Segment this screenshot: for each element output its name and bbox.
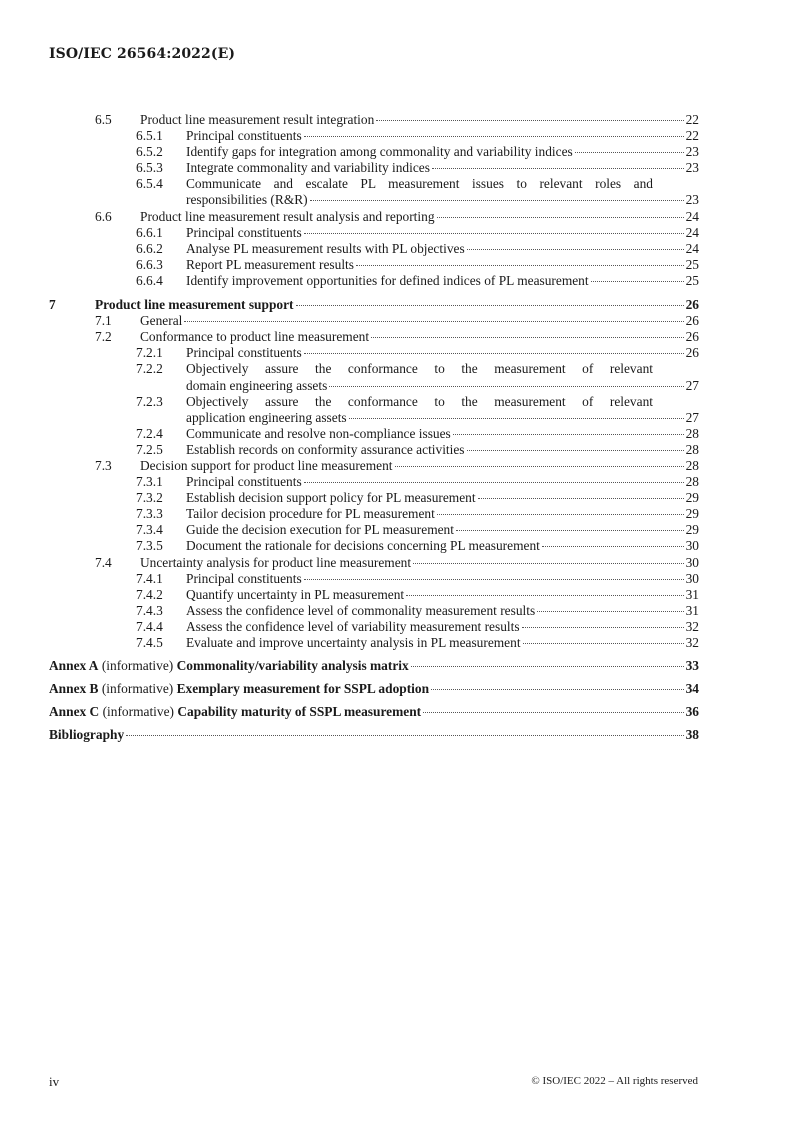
toc-entry-number: 6.6.4 xyxy=(136,272,163,288)
dot-leader xyxy=(522,627,684,628)
toc-entry-line xyxy=(186,225,699,241)
toc-entry-number: 7.3.4 xyxy=(136,522,163,538)
toc-entry-title: Analyse PL measurement results with PL objectives xyxy=(186,240,465,256)
dot-leader xyxy=(329,386,683,387)
toc-entry[interactable] xyxy=(49,329,699,345)
dot-leader xyxy=(304,353,684,354)
toc-entry-line xyxy=(140,458,699,474)
dot-leader xyxy=(467,450,684,451)
toc-entry-line xyxy=(95,297,699,313)
toc-entry-number: 7.2.1 xyxy=(136,345,163,361)
toc-entry-line xyxy=(140,329,699,345)
toc-entry[interactable] xyxy=(49,603,699,619)
toc-entry-line xyxy=(186,426,699,442)
toc-entry-page: 24 xyxy=(685,240,699,256)
dot-leader xyxy=(413,563,684,564)
toc-entry-page: 26 xyxy=(685,329,699,345)
bibliography-page: 38 xyxy=(685,727,699,743)
toc-entry-title: Report PL measurement results xyxy=(186,256,354,272)
document-id-header: ISO/IEC 26564:2022(E) xyxy=(49,46,236,62)
toc-entry-number: 7.2.3 xyxy=(136,393,163,409)
toc-entry-title-line1: Communicate and escalate PL measurement issues to relevant roles and xyxy=(186,176,653,192)
toc-entry-number: 6.6 xyxy=(95,208,112,224)
dot-leader xyxy=(349,418,684,419)
toc-annex-entry[interactable] xyxy=(49,658,699,674)
toc-entry[interactable] xyxy=(49,345,699,361)
toc-entry[interactable] xyxy=(49,635,699,651)
toc-entry[interactable] xyxy=(49,587,699,603)
toc-entry-title: Principal constituents xyxy=(186,345,302,361)
annex-title: Commonality/variability analysis matrix xyxy=(176,658,409,674)
annex-page: 33 xyxy=(685,658,699,674)
toc-entry-page: 30 xyxy=(685,554,699,570)
toc-entry-title: Product line measurement result integration xyxy=(140,112,375,127)
toc-entry[interactable] xyxy=(49,257,699,273)
toc-entry-number: 6.6.1 xyxy=(136,224,163,240)
toc-entry-number: 7.4.4 xyxy=(136,618,163,634)
toc-entry-title: Principal constituents xyxy=(186,224,302,240)
toc-entry-line xyxy=(140,209,699,225)
toc-entry-title: domain engineering assets xyxy=(186,377,328,393)
toc-entry[interactable] xyxy=(49,522,699,538)
dot-leader xyxy=(411,666,684,667)
toc-entry-number: 7.2.4 xyxy=(136,425,163,441)
toc-entry-page: 27 xyxy=(685,377,699,393)
toc-entry-page: 23 xyxy=(685,160,699,176)
dot-leader xyxy=(184,321,683,322)
toc-entry-number: 6.6.3 xyxy=(136,256,163,272)
footer-page-number: iv xyxy=(49,1074,60,1089)
toc-entry-number: 7.4.3 xyxy=(136,602,163,618)
toc-entry[interactable] xyxy=(49,273,699,289)
toc-entry-line xyxy=(186,128,699,144)
toc-entry[interactable] xyxy=(49,361,699,393)
toc-entry-line xyxy=(186,635,699,651)
toc-entry-title: Quantify uncertainty in PL measurement xyxy=(186,586,405,602)
toc-entry-page: 28 xyxy=(685,457,699,473)
toc-entry-page: 28 xyxy=(685,441,699,457)
toc-entry-title: Tailor decision procedure for PL measurement xyxy=(186,506,435,522)
toc-entry-line xyxy=(186,410,699,426)
toc-entry-page: 31 xyxy=(685,602,699,618)
toc-entry-number: 7.4.1 xyxy=(136,570,163,586)
toc-entry-line xyxy=(49,658,699,674)
toc-entry-number: 6.5.3 xyxy=(136,160,163,176)
toc-entry-number: 7 xyxy=(49,297,56,313)
toc-entry-title: Conformance to product line measurement xyxy=(140,329,370,345)
toc-entry[interactable] xyxy=(49,426,699,442)
toc-entry-title: Establish records on conformity assurance activities xyxy=(186,441,465,457)
dot-leader xyxy=(542,546,684,547)
toc-entry-line xyxy=(186,378,699,394)
toc-entry-line xyxy=(186,241,699,257)
toc-entry-title: Product line measurement result analysis and reporting xyxy=(140,208,435,224)
toc-entry[interactable] xyxy=(49,555,699,571)
toc-entry-line xyxy=(186,506,699,522)
toc-entry-title: Identify gaps for integration among commonality and variability indices xyxy=(186,144,573,160)
toc-entry-number: 7.3.2 xyxy=(136,490,163,506)
toc-entry-title: Integrate commonality and variability indices xyxy=(186,160,430,176)
dot-leader xyxy=(423,712,684,713)
annex-title: Exemplary measurement for SSPL adoption xyxy=(176,681,430,697)
dot-leader xyxy=(575,152,684,153)
dot-leader xyxy=(437,217,684,218)
dot-leader xyxy=(304,482,684,483)
toc-entry-title: Evaluate and improve uncertainty analysis in PL measurement xyxy=(186,635,521,650)
toc-entry-line xyxy=(186,522,699,538)
toc-entry-number: 6.6.2 xyxy=(136,240,163,256)
toc-entry-title: Product line measurement support xyxy=(95,297,294,313)
toc-entry-title-line1: Objectively assure the conformance to the measurement of relevant xyxy=(186,361,653,377)
toc-entry-page: 29 xyxy=(685,522,699,538)
toc-entry[interactable] xyxy=(49,474,699,490)
toc-entry-title: Principal constituents xyxy=(186,474,302,490)
toc-entry-page: 28 xyxy=(685,425,699,441)
toc-entry-line xyxy=(186,345,699,361)
dot-leader xyxy=(304,579,684,580)
dot-leader xyxy=(478,498,684,499)
toc-entry-number: 7.4 xyxy=(95,554,112,570)
toc-entry-page: 24 xyxy=(685,208,699,224)
toc-annex-entry[interactable] xyxy=(49,704,699,720)
toc-entry[interactable] xyxy=(49,144,699,160)
dot-leader xyxy=(376,120,683,121)
annex-title: Capability maturity of SSPL measurement xyxy=(177,704,422,720)
toc-entry-title: Document the rationale for decisions concerning PL measurement xyxy=(186,538,540,554)
toc-entry-page: 23 xyxy=(685,192,699,208)
annex-label: Annex A xyxy=(49,658,99,674)
annex-page: 34 xyxy=(685,681,699,697)
toc-entry-line xyxy=(186,144,699,160)
dot-leader xyxy=(395,466,684,467)
toc-entry-line xyxy=(140,112,699,128)
footer-copyright: © ISO/IEC 2022 – All rights reserved xyxy=(531,1075,698,1087)
toc-entry-number: 7.4.5 xyxy=(136,635,163,650)
toc-entry[interactable] xyxy=(49,112,699,128)
annex-label: Annex B xyxy=(49,681,99,697)
toc-entry[interactable] xyxy=(49,297,699,313)
dot-leader xyxy=(523,643,684,644)
toc-entry-number: 7.2.5 xyxy=(136,441,163,457)
toc-entry-page: 29 xyxy=(685,490,699,506)
toc-entry-page: 26 xyxy=(685,345,699,361)
toc-bibliography-entry[interactable] xyxy=(49,727,699,743)
annex-page: 36 xyxy=(685,704,699,720)
toc-entry-number: 7.1 xyxy=(95,313,112,329)
toc-entry-number: 7.3 xyxy=(95,457,112,473)
toc-entry-title: Principal constituents xyxy=(186,128,302,144)
toc-entry-title: Principal constituents xyxy=(186,570,302,586)
toc-entry-number: 6.5.1 xyxy=(136,128,163,144)
annex-qualifier: (informative) xyxy=(101,658,174,674)
toc-entry-line xyxy=(49,727,699,743)
toc-entry-line xyxy=(186,587,699,603)
dot-leader xyxy=(371,337,684,338)
toc-annex-entry[interactable] xyxy=(49,681,699,697)
toc-entry-page: 25 xyxy=(685,272,699,288)
toc-entry[interactable] xyxy=(49,571,699,587)
toc-entry-line xyxy=(186,192,699,208)
toc-entry-line xyxy=(186,257,699,273)
toc-entry-line xyxy=(49,704,699,720)
toc-entry-title: application engineering assets xyxy=(186,409,347,425)
toc-entry[interactable] xyxy=(49,241,699,257)
toc-entry-number: 7.2 xyxy=(95,329,112,345)
toc-entry-title: Identify improvement opportunities for defined indices of PL measurement xyxy=(186,272,589,288)
toc-entry[interactable] xyxy=(49,506,699,522)
toc-entry-title: Decision support for product line measurement xyxy=(140,457,393,473)
dot-leader xyxy=(432,168,684,169)
toc-entry-page: 23 xyxy=(685,144,699,160)
annex-qualifier: (informative) xyxy=(101,681,174,697)
toc-entry-number: 7.3.5 xyxy=(136,538,163,554)
dot-leader xyxy=(437,514,684,515)
dot-leader xyxy=(304,233,684,234)
toc-entry-page: 27 xyxy=(685,409,699,425)
toc-entry-number: 6.5.2 xyxy=(136,144,163,160)
toc-entry-line xyxy=(186,538,699,554)
toc-entry[interactable] xyxy=(49,128,699,144)
toc-entry[interactable] xyxy=(49,458,699,474)
toc-entry-page: 26 xyxy=(685,313,699,329)
toc-entry-page: 22 xyxy=(685,128,699,144)
toc-entry-page: 24 xyxy=(685,224,699,240)
toc-entry[interactable] xyxy=(49,176,699,208)
toc-entry-title: responsibilities (R&R) xyxy=(186,192,308,208)
toc-entry-page: 22 xyxy=(685,112,699,127)
dot-leader xyxy=(537,611,683,612)
toc-entry-line xyxy=(186,603,699,619)
toc-entry-line xyxy=(140,555,699,571)
toc-entry-line xyxy=(186,619,699,635)
dot-leader xyxy=(467,249,684,250)
toc-entry-title: Uncertainty analysis for product line measurement xyxy=(140,554,412,570)
dot-leader xyxy=(296,305,684,306)
toc-entry-title: Communicate and resolve non-compliance issues xyxy=(186,425,451,441)
toc-entry-title: Establish decision support policy for PL measurement xyxy=(186,490,476,506)
toc-entry-page: 28 xyxy=(685,474,699,490)
annex-qualifier: (informative) xyxy=(102,704,174,720)
toc-entry-line xyxy=(186,474,699,490)
toc-entry[interactable] xyxy=(49,394,699,426)
dot-leader xyxy=(310,200,684,201)
toc-entry-line xyxy=(140,313,699,329)
toc-entry-line xyxy=(186,490,699,506)
toc-entry[interactable] xyxy=(49,225,699,241)
toc-entry-line xyxy=(186,273,699,289)
toc-entry-number: 7.2.2 xyxy=(136,361,163,377)
dot-leader xyxy=(453,434,684,435)
dot-leader xyxy=(456,530,684,531)
toc-entry-line xyxy=(186,160,699,176)
toc-entry[interactable] xyxy=(49,209,699,225)
dot-leader xyxy=(431,689,684,690)
toc-entry-title: Assess the confidence level of commonality measurement results xyxy=(186,602,536,618)
toc-entry-page: 26 xyxy=(685,297,699,313)
toc-entry-page: 30 xyxy=(685,570,699,586)
toc-entry-number: 7.4.2 xyxy=(136,586,163,602)
toc-entry[interactable] xyxy=(49,442,699,458)
dot-leader xyxy=(356,265,684,266)
dot-leader xyxy=(304,136,684,137)
toc-entry-number: 6.5.4 xyxy=(136,176,163,192)
toc-entry-number: 6.5 xyxy=(95,112,112,127)
toc-entry[interactable] xyxy=(49,538,699,554)
toc-entry-title: General xyxy=(140,313,183,329)
toc-entry[interactable] xyxy=(49,619,699,635)
bibliography-title: Bibliography xyxy=(49,727,125,743)
toc-entry-page: 25 xyxy=(685,256,699,272)
toc-entry-title: Guide the decision execution for PL measurement xyxy=(186,522,454,538)
toc-entry-page: 32 xyxy=(685,635,699,650)
toc-entry-title: Assess the confidence level of variability measurement results xyxy=(186,618,520,634)
toc-entry-number: 7.3.3 xyxy=(136,506,163,522)
table-of-contents xyxy=(49,112,699,743)
toc-entry-title-line1: Objectively assure the conformance to the measurement of relevant xyxy=(186,393,653,409)
dot-leader xyxy=(591,281,684,282)
toc-entry-line xyxy=(186,442,699,458)
dot-leader xyxy=(406,595,683,596)
annex-label: Annex C xyxy=(49,704,100,720)
toc-entry[interactable] xyxy=(49,313,699,329)
toc-entry-number: 7.3.1 xyxy=(136,474,163,490)
toc-entry-page: 31 xyxy=(685,586,699,602)
toc-entry-page: 30 xyxy=(685,538,699,554)
toc-entry[interactable] xyxy=(49,160,699,176)
toc-entry[interactable] xyxy=(49,490,699,506)
toc-entry-line xyxy=(186,571,699,587)
toc-entry-line xyxy=(49,681,699,697)
dot-leader xyxy=(126,735,683,736)
toc-entry-page: 29 xyxy=(685,506,699,522)
toc-entry-page: 32 xyxy=(685,618,699,634)
